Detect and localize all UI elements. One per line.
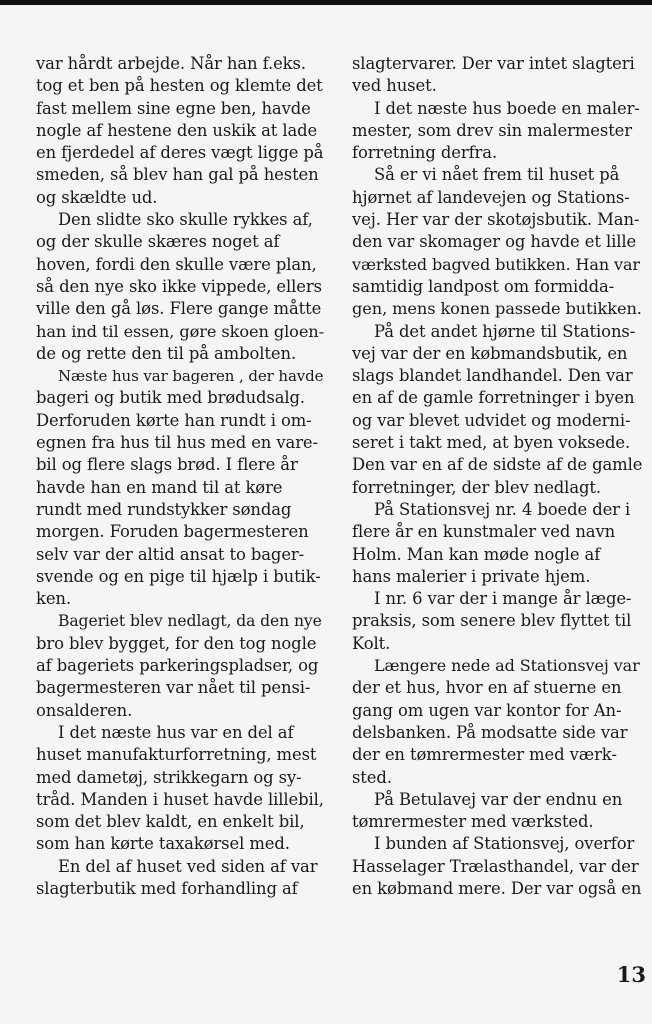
text-line: svende og en pige til hjælp i butik- — [36, 566, 321, 586]
text-line: I det næste hus boede en maler- — [374, 98, 640, 118]
text-line: Så er vi nået frem til huset på — [374, 165, 620, 185]
top-edge-rule — [0, 0, 652, 5]
text-line: seret i takt med, at byen voksede. — [352, 433, 631, 453]
text-line: I bunden af Stationsvej, overfor — [374, 834, 635, 854]
text-line: På det andet hjørne til Stations- — [374, 321, 636, 341]
text-line: mester, som drev sin malermester — [352, 120, 633, 140]
text-line: En del af huset ved siden af var — [58, 856, 318, 876]
text-line: Næste hus var bageren , der havde — [58, 367, 324, 386]
text-line: Den slidte sko skulle rykkes af, — [58, 210, 313, 230]
text-line: så den nye sko ikke vippede, ellers — [36, 276, 322, 296]
text-line: ville den gå løs. Flere gange måtte — [36, 299, 322, 319]
page-number: 13 — [616, 962, 646, 987]
left-text-column — [36, 53, 324, 900]
text-line: gen, mens konen passede butikken. — [352, 299, 642, 319]
text-line: med dametøj, strikkegarn og sy- — [36, 767, 302, 787]
text-line: som han kørte taxakørsel med. — [36, 834, 290, 854]
text-line: vej. Her var der skotøjsbutik. Man- — [352, 210, 640, 230]
text-line: delsbanken. På modsatte side var — [352, 722, 628, 742]
text-line: Den var en af de sidste af de gamle — [352, 455, 643, 475]
text-line: fast mellem sine egne ben, havde — [36, 98, 311, 118]
text-line: havde han en mand til at køre — [36, 477, 283, 497]
text-line: han ind til essen, gøre skoen gloen- — [36, 321, 324, 341]
text-line: hjørnet af landevejen og Stations- — [352, 187, 630, 207]
text-line: den var skomager og havde et lille — [352, 232, 637, 252]
text-line: der en tømrermester med værk- — [352, 745, 617, 765]
text-line: hoven, fordi den skulle være plan, — [36, 254, 317, 274]
text-line: og der skulle skæres noget af — [36, 232, 280, 252]
text-line: bageri og butik med brødudsalg. — [36, 388, 306, 408]
text-line: praksis, som senere blev flyttet til — [352, 611, 632, 631]
text-line: tråd. Manden i huset havde lillebil, — [36, 789, 324, 809]
text-line: vej var der en købmandsbutik, en — [352, 343, 628, 363]
text-line: På Betulavej var der endnu en — [374, 789, 623, 809]
text-line: af bageriets parkeringspladser, og — [36, 656, 319, 676]
text-line: hans malerier i private hjem. — [352, 566, 591, 586]
text-line: og var blevet udvidet og moderni- — [352, 410, 631, 430]
text-line: Længere nede ad Stationsvej var — [374, 656, 640, 676]
text-line: bro blev bygget, for den tog nogle — [36, 633, 317, 653]
text-line: slagterbutik med forhandling af — [36, 878, 298, 898]
right-text-column — [352, 53, 642, 900]
text-line: Hasselager Trælasthandel, var der — [352, 856, 639, 876]
text-line: bagermesteren var nået til pensi- — [36, 678, 311, 698]
text-line: en fjerdedel af deres vægt ligge på — [36, 143, 324, 163]
text-line: tømrermester med værksted. — [352, 812, 594, 832]
text-line: ved huset. — [352, 76, 437, 96]
text-line: tog et ben på hesten og klemte det — [36, 76, 323, 96]
text-line: bil og flere slags brød. I flere år — [36, 455, 298, 475]
text-line: var hårdt arbejde. Når han f.eks. — [36, 54, 306, 73]
text-line: I det næste hus var en del af — [58, 722, 294, 742]
text-line: og skældte ud. — [36, 187, 158, 207]
text-line: Kolt. — [352, 633, 391, 653]
text-line: slags blandet landhandel. Den var — [352, 366, 633, 386]
text-line: som det blev kaldt, en enkelt bil, — [36, 812, 305, 832]
text-line: flere år en kunstmaler ved navn — [352, 522, 616, 542]
text-line: huset manufakturforretning, mest — [36, 745, 317, 765]
text-line: en af de gamle forretninger i byen — [352, 388, 635, 408]
text-line: værksted bagved butikken. Han var — [352, 254, 640, 274]
text-line: selv var der altid ansat to bager- — [36, 544, 305, 564]
text-line: smeden, så blev han gal på hesten — [36, 165, 319, 185]
text-line: På Stationsvej nr. 4 boede der i — [374, 499, 631, 519]
text-line: de og rette den til på ambolten. — [36, 343, 297, 363]
text-line: I nr. 6 var der i mange år læge- — [374, 589, 632, 609]
text-line: rundt med rundstykker søndag — [36, 499, 292, 519]
text-line: ken. — [36, 589, 71, 609]
text-line: en købmand mere. Der var også en — [352, 878, 642, 898]
text-line: sted. — [352, 767, 392, 787]
text-line: forretninger, der blev nedlagt. — [352, 477, 601, 497]
text-line: nogle af hestene den uskik at lade — [36, 120, 318, 140]
text-line: Derforuden kørte han rundt i om- — [36, 410, 312, 430]
text-line: slagtervarer. Der var intet slagteri — [352, 54, 635, 73]
text-line: Holm. Man kan møde nogle af — [352, 544, 601, 564]
text-line: egnen fra hus til hus med en vare- — [36, 433, 318, 453]
text-line: forretning derfra. — [352, 143, 498, 163]
text-line: gang om ugen var kontor for An- — [352, 700, 622, 720]
text-line: morgen. Foruden bagermesteren — [36, 522, 309, 542]
text-line: Bageriet blev nedlagt, da den nye — [58, 612, 322, 631]
text-line: onsalderen. — [36, 700, 133, 720]
text-line: der et hus, hvor en af stuerne en — [352, 678, 622, 698]
text-line: samtidig landpost om formidda- — [352, 276, 615, 296]
